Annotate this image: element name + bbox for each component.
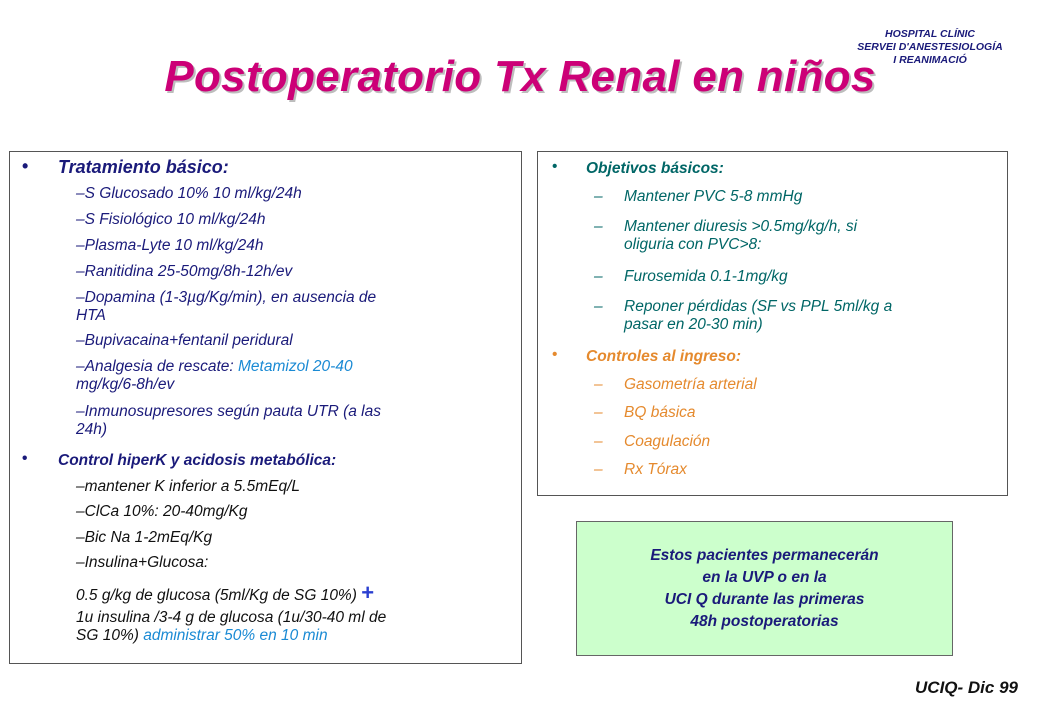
treatment-item-cont: mg/kg/6-8h/ev bbox=[76, 376, 175, 393]
controles-heading: Controles al ingreso: bbox=[586, 348, 742, 365]
stay-note-box bbox=[576, 521, 953, 656]
treatment-item: –Plasma-Lyte 10 ml/kg/24h bbox=[76, 237, 264, 254]
note-line: Estos pacientes permanecerán bbox=[650, 546, 879, 564]
treatment-item: –Ranitidina 25-50mg/8h-12h/ev bbox=[76, 263, 293, 280]
note-line: en la UVP o en la bbox=[702, 568, 827, 586]
control-item-glucosa: 0.5 g/kg de glucosa (5ml/Kg de SG 10%) + bbox=[76, 580, 375, 605]
treatment-item-cont: HTA bbox=[76, 307, 106, 324]
hospital-line-2: SERVEI D'ANESTESIOLOGÍA bbox=[857, 41, 1003, 53]
objetivos-heading: Objetivos básicos: bbox=[586, 160, 724, 177]
objective-item-cont: oliguria con PVC>8: bbox=[624, 236, 762, 253]
control-item-cont: SG 10%) administrar 50% en 10 min bbox=[76, 627, 328, 644]
bullet-icon: • bbox=[552, 346, 558, 363]
treatment-item: –S Glucosado 10% 10 ml/kg/24h bbox=[76, 185, 302, 202]
objective-item: Mantener PVC 5-8 mmHg bbox=[624, 188, 803, 205]
objective-item: Reponer pérdidas (SF vs PPL 5ml/kg a bbox=[624, 298, 893, 315]
dash-icon: – bbox=[594, 188, 603, 205]
control-heading: Control hiperK y acidosis metabólica: bbox=[58, 452, 337, 469]
slide-title: Postoperatorio Tx Renal en niños bbox=[164, 52, 876, 101]
control-item: –mantener K inferior a 5.5mEq/L bbox=[76, 478, 301, 495]
control-item: –Bic Na 1-2mEq/Kg bbox=[76, 529, 213, 546]
control-ingreso-item: BQ básica bbox=[624, 404, 696, 421]
note-line: 48h postoperatorias bbox=[690, 612, 839, 630]
treatment-item-dopamina: –Dopamina (1-3µg/Kg/min), en ausencia de bbox=[76, 289, 377, 306]
dash-icon: – bbox=[594, 404, 603, 421]
control-item-insulina: 1u insulina /3-4 g de glucosa (1u/30-40 ml de bbox=[76, 609, 387, 626]
bullet-icon: • bbox=[22, 450, 28, 467]
objectives-box bbox=[537, 151, 1008, 496]
dash-icon: – bbox=[594, 461, 603, 478]
treatment-item-cont: 24h) bbox=[76, 421, 108, 438]
control-ingreso-item: Rx Tórax bbox=[624, 461, 687, 478]
bullet-icon: • bbox=[552, 158, 558, 175]
dash-icon: – bbox=[594, 433, 603, 450]
plus-icon: + bbox=[361, 580, 375, 605]
treatment-item: –Bupivacaina+fentanil peridural bbox=[76, 332, 293, 349]
treatment-item-analgesia: –Analgesia de rescate: Metamizol 20-40 bbox=[76, 358, 353, 375]
note-line: UCI Q durante las primeras bbox=[664, 590, 865, 608]
bullet-icon: • bbox=[22, 156, 29, 176]
control-ingreso-item: Gasometría arterial bbox=[624, 376, 757, 393]
treatment-box bbox=[9, 151, 522, 664]
dash-icon: – bbox=[594, 298, 603, 315]
micro-symbol: µ bbox=[187, 289, 197, 306]
treatment-item: –S Fisiológico 10 ml/kg/24h bbox=[76, 211, 266, 228]
control-ingreso-item: Coagulación bbox=[624, 433, 711, 450]
footer-label: UCIQ- Dic 99 bbox=[915, 678, 1018, 697]
objective-item: Furosemida 0.1-1mg/kg bbox=[624, 268, 788, 285]
objective-item: Mantener diuresis >0.5mg/kg/h, si bbox=[624, 218, 858, 235]
dash-icon: – bbox=[594, 376, 603, 393]
control-item: –ClCa 10%: 20-40mg/Kg bbox=[76, 503, 248, 520]
tratamiento-heading: Tratamiento básico: bbox=[58, 157, 229, 177]
hospital-line-1: HOSPITAL CLÍNIC bbox=[884, 28, 976, 40]
treatment-item: –Inmunosupresores según pauta UTR (a las bbox=[76, 403, 381, 420]
dash-icon: – bbox=[594, 218, 603, 235]
objective-item-cont: pasar en 20-30 min) bbox=[624, 316, 763, 333]
control-item: –Insulina+Glucosa: bbox=[76, 554, 209, 571]
hospital-line-3: I REANIMACIÓ bbox=[893, 54, 967, 66]
dash-icon: – bbox=[594, 268, 603, 285]
